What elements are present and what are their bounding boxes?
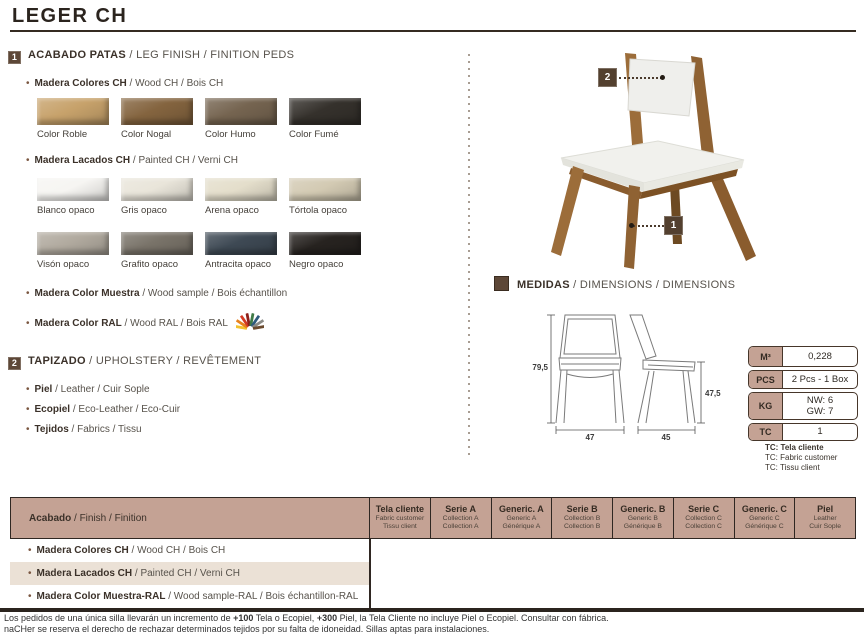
finish-row-madera-muestra-ral xyxy=(10,585,369,608)
row-label-trans: / Painted CH / Verni CH xyxy=(132,568,240,579)
finish-table-header xyxy=(10,497,856,539)
swatch-arena-opaco xyxy=(205,178,277,201)
col-label: Generic. A xyxy=(499,504,544,515)
swatch-gris-opaco xyxy=(121,178,193,201)
swatch-item xyxy=(121,178,193,216)
page-title: LEGER CH xyxy=(12,5,128,27)
footer-text: Tela o Ecopiel, xyxy=(253,613,317,623)
swatch-label: Grafito opaco xyxy=(121,259,179,270)
wood-sample-label xyxy=(26,288,287,299)
upholstery-item-piel xyxy=(26,384,150,395)
col-label: Serie A xyxy=(445,504,476,515)
finish-col-serie-c xyxy=(674,498,735,538)
wood-sample-label-trans: / Wood sample / Bois échantillon xyxy=(139,288,288,299)
swatch-item xyxy=(121,232,193,270)
item-label-es: Ecopiel xyxy=(34,404,71,415)
upholstery-item-ecopiel xyxy=(26,404,180,415)
finish-row-madera-lacados xyxy=(10,562,369,585)
bullet-icon: • xyxy=(28,545,32,556)
row-label-es: Madera Lacados CH xyxy=(36,568,133,579)
swatch-antracita-opaco xyxy=(205,232,277,255)
dimensions-heading xyxy=(494,276,735,291)
col-label: Piel xyxy=(817,504,834,515)
wood-ral-label xyxy=(26,311,264,331)
acabado-label-es: Acabado xyxy=(29,512,72,524)
bullet-icon: • xyxy=(26,384,30,395)
painted-label-trans: / Painted CH / Verni CH xyxy=(130,155,238,166)
footer-text: Piel, la Tela Cliente no incluye Piel o Ecopiel. Consultar con fábrica. xyxy=(337,613,609,623)
marker-1-connector xyxy=(633,225,664,227)
swatch-color-nogal xyxy=(121,98,193,125)
swatch-label: Color Roble xyxy=(37,129,88,140)
col-label: Generic. C xyxy=(741,504,787,515)
wood-colors-label xyxy=(26,78,223,89)
chair-back-marker: 2 xyxy=(598,68,617,87)
finish-col-generic-a xyxy=(492,498,553,538)
finish-col-generic-b xyxy=(613,498,674,538)
bullet-icon: • xyxy=(26,78,30,89)
swatch-item xyxy=(289,178,361,216)
wood-swatch-row xyxy=(37,98,361,140)
dimensions-square-icon xyxy=(494,276,509,291)
dimensions-title-translations: / DIMENSIONS / DIMENSIONS xyxy=(569,279,736,291)
dimension-drawing xyxy=(515,308,725,443)
wood-ral-label-es: Madera Color RAL xyxy=(34,318,122,329)
row-label-trans: / Wood sample-RAL / Bois échantillon-RAL xyxy=(165,591,359,602)
wood-sample-label-es: Madera Color Muestra xyxy=(34,288,140,299)
footer-text: Los pedidos de una única silla llevarán un incremento de xyxy=(4,613,234,623)
swatch-vison-opaco xyxy=(37,232,109,255)
swatch-label: Color Nogal xyxy=(121,129,172,140)
upholstery-item-tejidos xyxy=(26,424,142,435)
swatch-item xyxy=(205,178,277,216)
col-sub1: Collection B xyxy=(563,515,601,523)
swatch-item xyxy=(37,98,109,140)
col-label: Serie C xyxy=(688,504,720,515)
swatch-tortola-opaco xyxy=(289,178,361,201)
item-label-trans: / Eco-Leather / Eco-Cuir xyxy=(70,404,181,415)
tc-legend-en: TC: Fabric customer xyxy=(765,453,838,462)
row-label-es: Madera Colores CH xyxy=(36,545,129,556)
row-label-trans: / Wood CH / Bois CH xyxy=(128,545,226,556)
bullet-icon: • xyxy=(26,318,30,329)
col-sub2: Générique B xyxy=(623,523,662,531)
wood-ral-label-trans: / Wood RAL / Bois RAL xyxy=(121,318,228,329)
dim-width-label: 47 xyxy=(585,433,595,442)
finish-col-tela-cliente xyxy=(370,498,431,538)
col-sub2: Générique C xyxy=(745,523,784,531)
swatch-label: Negro opaco xyxy=(289,259,344,270)
tc-legend-fr: TC: Tissu client xyxy=(765,463,820,472)
swatch-blanco-opaco xyxy=(37,178,109,201)
col-sub1: Collection A xyxy=(442,515,479,523)
section-1-marker: 1 xyxy=(8,51,21,64)
item-label-es: Tejidos xyxy=(34,424,69,435)
finish-col-generic-c xyxy=(735,498,796,538)
spec-value-kg xyxy=(783,393,857,419)
footer-note xyxy=(4,613,609,634)
painted-swatch-row-1 xyxy=(37,178,361,216)
col-sub1: Generic A xyxy=(506,515,537,523)
spec-row-tc xyxy=(748,423,858,441)
swatch-label: Tórtola opaco xyxy=(289,205,348,216)
finish-col-serie-b xyxy=(552,498,613,538)
swatch-label: Color Humo xyxy=(205,129,256,140)
bullet-icon: • xyxy=(28,568,32,579)
section-2-marker: 2 xyxy=(8,357,21,370)
col-sub1: Generic C xyxy=(749,515,780,523)
swatch-label: Arena opaco xyxy=(205,205,259,216)
chair-leg-marker: 1 xyxy=(664,216,683,235)
swatch-label: Color Fumé xyxy=(289,129,339,140)
col-label: Serie B xyxy=(566,504,598,515)
item-label-trans: / Leather / Cuir Sople xyxy=(52,384,150,395)
leg-finish-title-translations: / LEG FINISH / FINITION PEDS xyxy=(126,49,295,61)
col-label: Generic. B xyxy=(620,504,666,515)
swatch-item xyxy=(289,98,361,140)
row-label-es: Madera Color Muestra-RAL xyxy=(36,591,166,602)
section-leg-finish-heading xyxy=(8,49,294,64)
swatch-item xyxy=(205,98,277,140)
painted-colors-label xyxy=(26,155,238,166)
swatch-color-humo xyxy=(205,98,277,125)
kg-gross-weight: GW: 7 xyxy=(806,406,834,417)
footer-line-1 xyxy=(4,613,609,624)
spec-value-pcs: 2 Pcs - 1 Box xyxy=(791,373,849,385)
col-sub1: Leather xyxy=(813,515,837,523)
col-sub1: Generic B xyxy=(627,515,658,523)
column-divider-dotted xyxy=(468,54,470,456)
swatch-label: Antracita opaco xyxy=(205,259,272,270)
spec-value-m3: 0,228 xyxy=(808,350,832,362)
bullet-icon: • xyxy=(26,424,30,435)
marker-2-dot xyxy=(660,75,665,80)
spec-label-kg: KG xyxy=(749,393,783,419)
item-label-trans: / Fabrics / Tissu xyxy=(68,424,142,435)
title-divider xyxy=(10,30,856,32)
leg-finish-title: ACABADO PATAS xyxy=(28,49,127,61)
col-sub2: Générique A xyxy=(502,523,541,531)
ral-color-fan-icon xyxy=(236,311,264,331)
bullet-icon: • xyxy=(26,288,30,299)
item-label-es: Piel xyxy=(34,384,53,395)
wood-colors-label-es: Madera Colores CH xyxy=(34,78,127,89)
col-sub2: Collection C xyxy=(685,523,722,531)
bullet-icon: • xyxy=(28,591,32,602)
marker-1-dot xyxy=(629,223,634,228)
swatch-item xyxy=(37,178,109,216)
footer-surcharge-300: +300 xyxy=(316,613,338,623)
col-label: Tela cliente xyxy=(375,504,425,515)
bullet-icon: • xyxy=(26,404,30,415)
chair-photo xyxy=(545,46,760,274)
painted-label-es: Madera Lacados CH xyxy=(34,155,131,166)
swatch-grafito-opaco xyxy=(121,232,193,255)
spec-row-m3 xyxy=(748,346,858,367)
marker-2-connector xyxy=(619,77,662,79)
finish-col-serie-a xyxy=(431,498,492,538)
finish-col-piel xyxy=(795,498,855,538)
acabado-label-trans: / Finish / Finition xyxy=(71,512,147,524)
col-sub2: Cuir Sople xyxy=(809,523,841,531)
kg-net-weight: NW: 6 xyxy=(806,394,834,406)
col-sub2: Collection A xyxy=(442,523,479,531)
col-sub1: Fabric customer xyxy=(375,515,425,523)
swatch-color-fume xyxy=(289,98,361,125)
spec-row-kg xyxy=(748,392,858,420)
swatch-item xyxy=(205,232,277,270)
dim-seat-height-label: 47,5 xyxy=(705,389,721,398)
dim-depth-label: 45 xyxy=(661,433,671,442)
swatch-negro-opaco xyxy=(289,232,361,255)
spec-label-m3: M³ xyxy=(749,347,783,366)
wood-colors-label-trans: / Wood CH / Bois CH xyxy=(126,78,224,89)
swatch-color-roble xyxy=(37,98,109,125)
bottom-divider-bar xyxy=(0,608,864,612)
col-sub1: Collection C xyxy=(685,515,722,523)
finish-header-acabado xyxy=(11,498,370,538)
dimensions-title: MEDIDAS xyxy=(517,279,570,291)
swatch-label: Gris opaco xyxy=(121,205,167,216)
upholstery-title-translations: / UPHOLSTERY / REVÊTEMENT xyxy=(85,355,262,367)
swatch-item xyxy=(121,98,193,140)
footer-surcharge-100: +100 xyxy=(233,613,254,623)
spec-label-pcs: PCS xyxy=(749,371,783,388)
dim-height-label: 79,5 xyxy=(532,363,548,372)
bullet-icon: • xyxy=(26,155,30,166)
finish-row-madera-colores xyxy=(10,539,369,562)
upholstery-title: TAPIZADO xyxy=(28,355,86,367)
swatch-item xyxy=(37,232,109,270)
section-upholstery-heading xyxy=(8,355,261,370)
col-sub2: Collection B xyxy=(563,523,601,531)
swatch-label: Blanco opaco xyxy=(37,205,95,216)
spec-value-tc: 1 xyxy=(817,426,823,438)
painted-swatch-row-2 xyxy=(37,232,361,270)
finish-table-rows xyxy=(10,539,371,608)
swatch-item xyxy=(289,232,361,270)
spec-label-tc: TC xyxy=(749,424,783,440)
swatch-label: Visón opaco xyxy=(37,259,90,270)
tc-legend-es: TC: Tela cliente xyxy=(765,443,824,452)
footer-line-2: naCHer se reserva el derecho de rechazar determinados tejidos por su falta de idoneidad. Sillas aptas para instalaciones. xyxy=(4,623,490,634)
tc-legend xyxy=(765,443,837,473)
spec-row-pcs xyxy=(748,370,858,389)
col-sub2: Tissu client xyxy=(383,523,417,531)
